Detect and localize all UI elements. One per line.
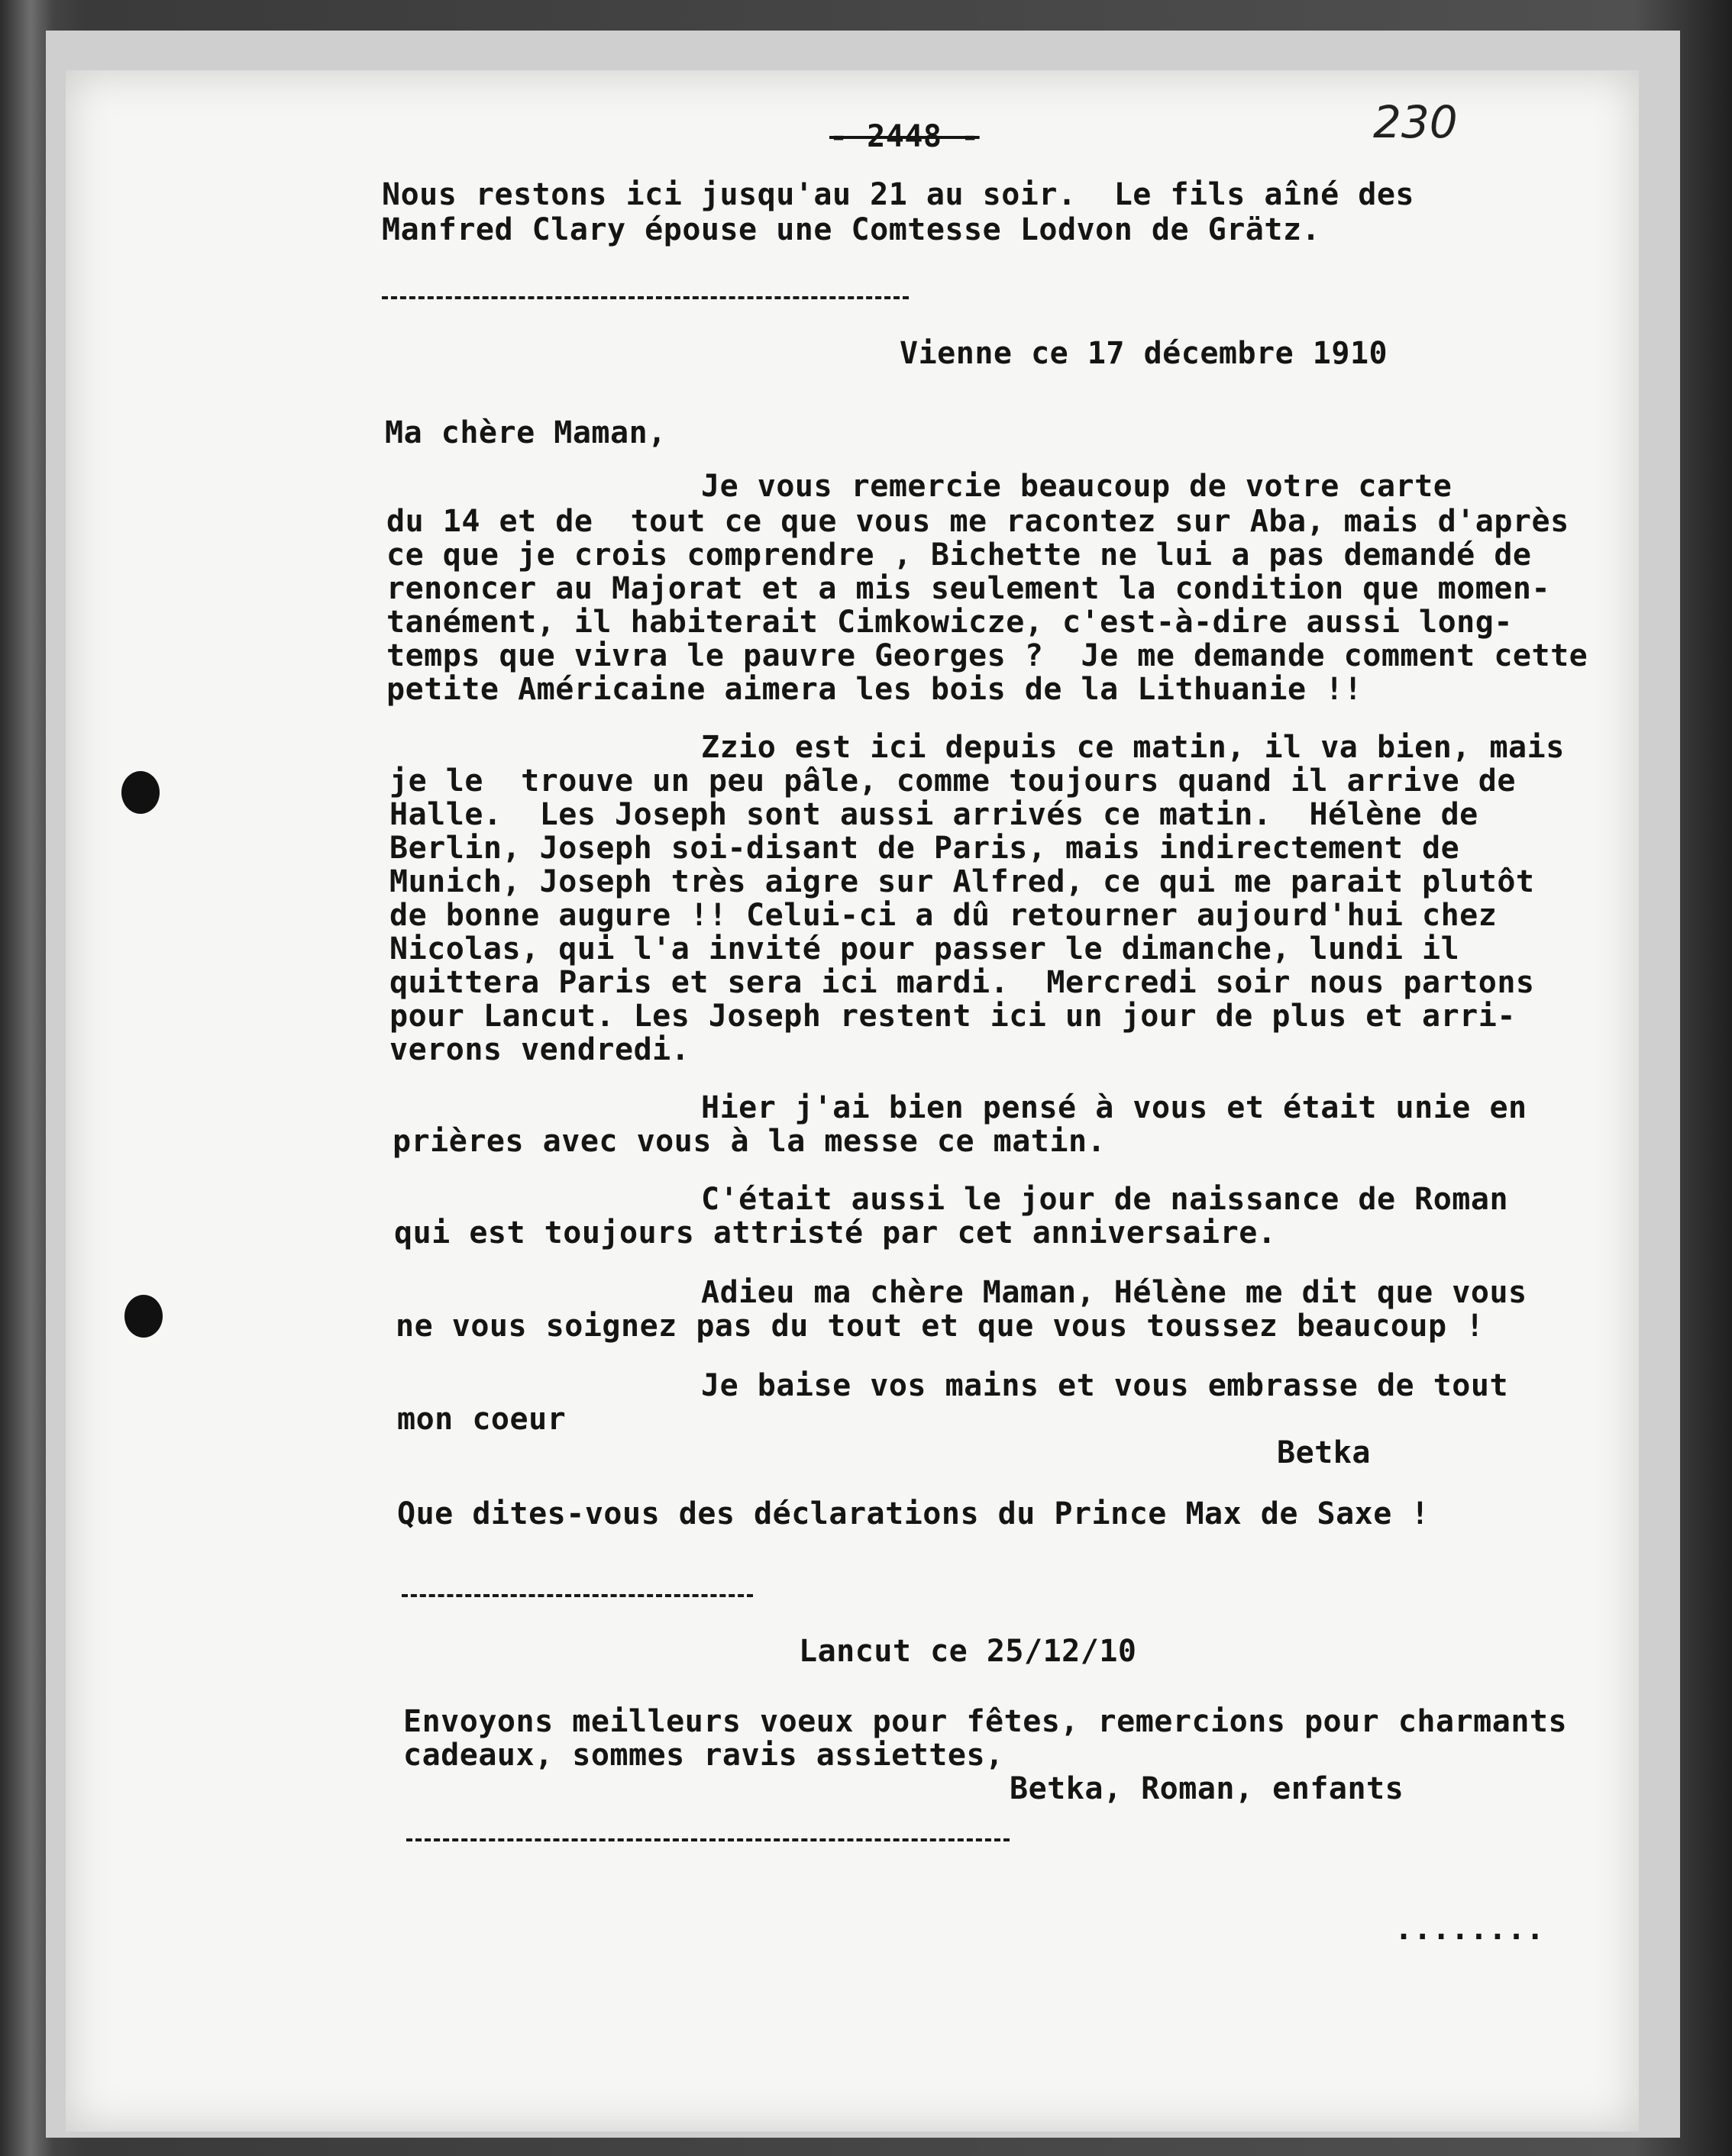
letter2-p6-line: Je baise vos mains et vous embrasse de tout xyxy=(701,1368,1509,1403)
letter2-p2-line: Nicolas, qui l'a invité pour passer le dimanche, lundi il xyxy=(389,931,1460,967)
letter2-p1-line: ce que je crois comprendre , Bichette ne lui a pas demandé de xyxy=(386,537,1532,573)
separator-rule xyxy=(406,1838,1010,1841)
letter2-postscript: Que dites-vous des déclarations du Prince Max de Saxe ! xyxy=(397,1496,1430,1531)
separator-rule xyxy=(382,296,909,299)
document-page xyxy=(66,70,1639,2132)
letter2-p5-line: Adieu ma chère Maman, Hélène me dit que vous xyxy=(701,1275,1527,1310)
typed-page-number: - 2448 - xyxy=(829,119,980,154)
letter2-p2-line: Munich, Joseph très aigre sur Alfred, ce qui me parait plutôt xyxy=(389,864,1535,899)
letter2-p6-line: mon coeur xyxy=(397,1402,567,1437)
handwritten-page-number: 230 xyxy=(1373,96,1458,148)
letter2-p5-line: ne vous soignez pas du tout et que vous toussez beaucoup ! xyxy=(396,1309,1485,1344)
letter2-signature: Betka xyxy=(1277,1435,1371,1470)
letter2-p2-line: Halle. Les Joseph sont aussi arrivés ce matin. Hélène de xyxy=(389,797,1478,832)
letter2-salutation: Ma chère Maman, xyxy=(385,415,667,450)
separator-rule xyxy=(402,1594,753,1597)
letter2-p1-line: petite Américaine aimera les bois de la Lithuanie !! xyxy=(386,672,1363,707)
letter2-p1-line: renoncer au Majorat et a mis seulement la condition que momen- xyxy=(386,571,1551,606)
letter2-p1-line: Je vous remercie beaucoup de votre carte xyxy=(701,469,1452,504)
continuation-dots: ........ xyxy=(1394,1912,1545,1947)
letter3-line: Envoyons meilleurs voeux pour fêtes, remercions pour charmants xyxy=(403,1704,1568,1739)
letter2-p4-line: C'était aussi le jour de naissance de Roman xyxy=(701,1182,1509,1217)
letter3-dateline: Lancut ce 25/12/10 xyxy=(799,1634,1137,1669)
punch-hole-top xyxy=(121,771,160,814)
letter2-p1-line: du 14 et de tout ce que vous me racontez sur Aba, mais d'après xyxy=(386,504,1569,539)
letter2-p3-line: prières avec vous à la messe ce matin. xyxy=(393,1124,1107,1159)
letter2-p2-line: pour Lancut. Les Joseph restent ici un jour de plus et arri- xyxy=(389,999,1516,1034)
letter1-line-1: Nous restons ici jusqu'au 21 au soir. Le fils aîné des xyxy=(382,177,1415,212)
letter2-p1-line: temps que vivra le pauvre Georges ? Je me demande comment cette xyxy=(386,638,1588,673)
letter3-signature: Betka, Roman, enfants xyxy=(1010,1771,1404,1806)
letter2-p2-line: de bonne augure !! Celui-ci a dû retourner aujourd'hui chez xyxy=(389,898,1498,933)
punch-hole-bottom xyxy=(124,1295,163,1338)
letter2-p2-line: je le trouve un peu pâle, comme toujours quand il arrive de xyxy=(389,763,1516,799)
letter2-p1-line: tanément, il habiterait Cimkowicze, c'est-à-dire aussi long- xyxy=(386,605,1513,640)
letter1-line-2: Manfred Clary épouse une Comtesse Lodvon de Grätz. xyxy=(382,212,1321,247)
letter2-p4-line: qui est toujours attristé par cet anniversaire. xyxy=(394,1215,1277,1251)
letter2-p2-line: verons vendredi. xyxy=(389,1032,690,1067)
letter3-line: cadeaux, sommes ravis assiettes, xyxy=(403,1738,1004,1773)
letter2-dateline: Vienne ce 17 décembre 1910 xyxy=(900,336,1388,371)
letter2-p2-line: quittera Paris et sera ici mardi. Mercredi soir nous partons xyxy=(389,965,1535,1000)
letter2-p2-line: Berlin, Joseph soi-disant de Paris, mais indirectement de xyxy=(389,831,1460,866)
letter2-p2-line: Zzio est ici depuis ce matin, il va bien, mais xyxy=(701,730,1565,765)
letter2-p3-line: Hier j'ai bien pensé à vous et était unie en xyxy=(701,1090,1527,1125)
